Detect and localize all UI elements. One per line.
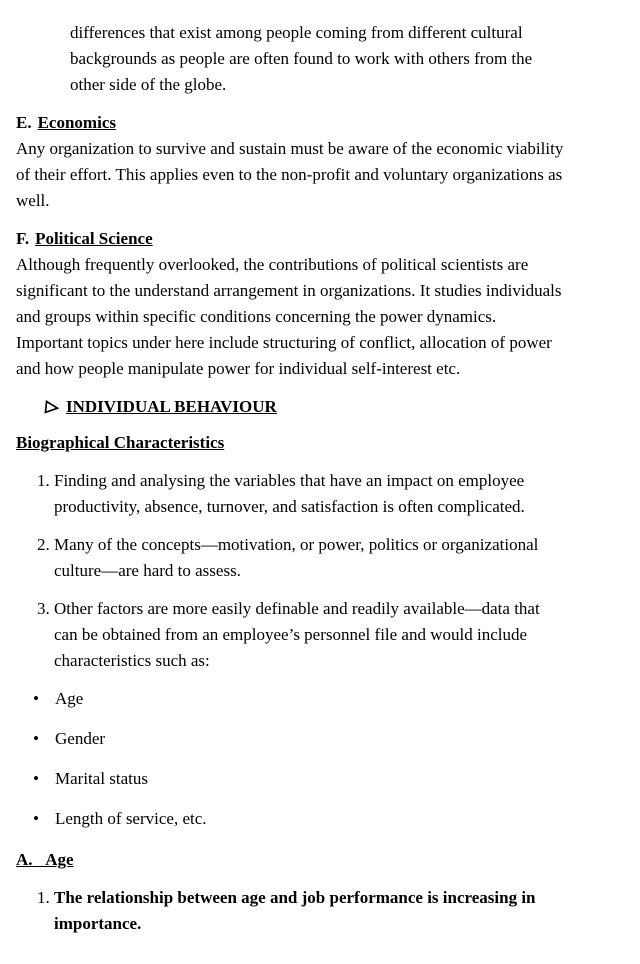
text-line: Other factors are more easily definable and readily available—data that bbox=[54, 599, 540, 618]
heading-economics bbox=[16, 110, 628, 136]
bullet-text: Marital status bbox=[55, 769, 149, 788]
bullet-text: Length of service, etc. bbox=[55, 809, 207, 828]
item-text bbox=[54, 532, 628, 584]
heading-political-science-title: Political Science bbox=[35, 229, 153, 248]
heading-biographical-characteristics-title: Biographical Characteristics bbox=[16, 433, 225, 452]
heading-economics-prefix: E. bbox=[16, 113, 32, 132]
item-text bbox=[54, 885, 628, 937]
bullet-text: Gender bbox=[55, 729, 106, 748]
numbered-item-age-performance bbox=[37, 885, 628, 937]
item-text bbox=[54, 596, 628, 674]
arrowhead-right-bullet-icon bbox=[44, 400, 59, 415]
heading-political-science-prefix: F. bbox=[16, 229, 30, 248]
text-line: of their effort. This applies even to the non-profit and voluntary organizations as bbox=[16, 165, 563, 184]
numbered-item-1 bbox=[37, 468, 628, 520]
text-line: Important topics under here include structuring of conflict, allocation of power bbox=[16, 333, 552, 352]
bullet-text: Age bbox=[55, 689, 84, 708]
bullet-icon: • bbox=[33, 769, 39, 788]
heading-economics-title: Economics bbox=[37, 113, 116, 132]
numbered-item-3 bbox=[37, 596, 628, 674]
item-number: 1. bbox=[37, 888, 50, 907]
heading-political-science bbox=[16, 226, 628, 252]
heading-age bbox=[16, 847, 628, 873]
item-text bbox=[54, 468, 628, 520]
paragraph-economics bbox=[16, 136, 628, 214]
text-line: other side of the globe. bbox=[70, 75, 227, 94]
item-number: 3. bbox=[37, 599, 50, 618]
bullet-item-marital-status bbox=[33, 766, 628, 792]
bullet-icon: • bbox=[33, 729, 39, 748]
numbered-item-2 bbox=[37, 532, 628, 584]
text-line: productivity, absence, turnover, and satisfaction is often complicated. bbox=[54, 497, 525, 516]
text-line: and how people manipulate power for individual self-interest etc. bbox=[16, 359, 461, 378]
text-line: characteristics such as: bbox=[54, 651, 210, 670]
paragraph-cultural-differences-continuation bbox=[70, 20, 628, 98]
text-line: Finding and analysing the variables that have an impact on employee bbox=[54, 471, 525, 490]
text-line: well. bbox=[16, 191, 50, 210]
text-line: significant to the understand arrangement in organizations. It studies individuals bbox=[16, 281, 562, 300]
text-line: differences that exist among people coming from different cultural bbox=[70, 23, 523, 42]
text-line: The relationship between age and job performance is increasing in bbox=[54, 888, 536, 907]
text-line: Many of the concepts—motivation, or power, politics or organizational bbox=[54, 535, 539, 554]
paragraph-political-science bbox=[16, 252, 628, 382]
text-line: culture—are hard to assess. bbox=[54, 561, 241, 580]
bullet-item-length-of-service bbox=[33, 806, 628, 832]
bullet-item-age bbox=[33, 686, 628, 712]
text-line: Although frequently overlooked, the contributions of political scientists are bbox=[16, 255, 529, 274]
bullet-icon: • bbox=[33, 809, 39, 828]
heading-age-title: A. Age bbox=[16, 850, 74, 869]
heading-individual-behaviour-title: INDIVIDUAL BEHAVIOUR bbox=[66, 397, 277, 416]
text-line: can be obtained from an employee’s personnel file and would include bbox=[54, 625, 528, 644]
text-line: importance. bbox=[54, 914, 142, 933]
heading-biographical-characteristics bbox=[16, 430, 628, 456]
text-line: and groups within specific conditions concerning the power dynamics. bbox=[16, 307, 497, 326]
text-line: backgrounds as people are often found to work with others from the bbox=[70, 49, 533, 68]
item-number: 1. bbox=[37, 471, 50, 490]
text-line: Any organization to survive and sustain must be aware of the economic viability bbox=[16, 139, 564, 158]
heading-individual-behaviour bbox=[44, 394, 628, 420]
bullet-icon: • bbox=[33, 689, 39, 708]
bullet-item-gender bbox=[33, 726, 628, 752]
item-number: 2. bbox=[37, 535, 50, 554]
